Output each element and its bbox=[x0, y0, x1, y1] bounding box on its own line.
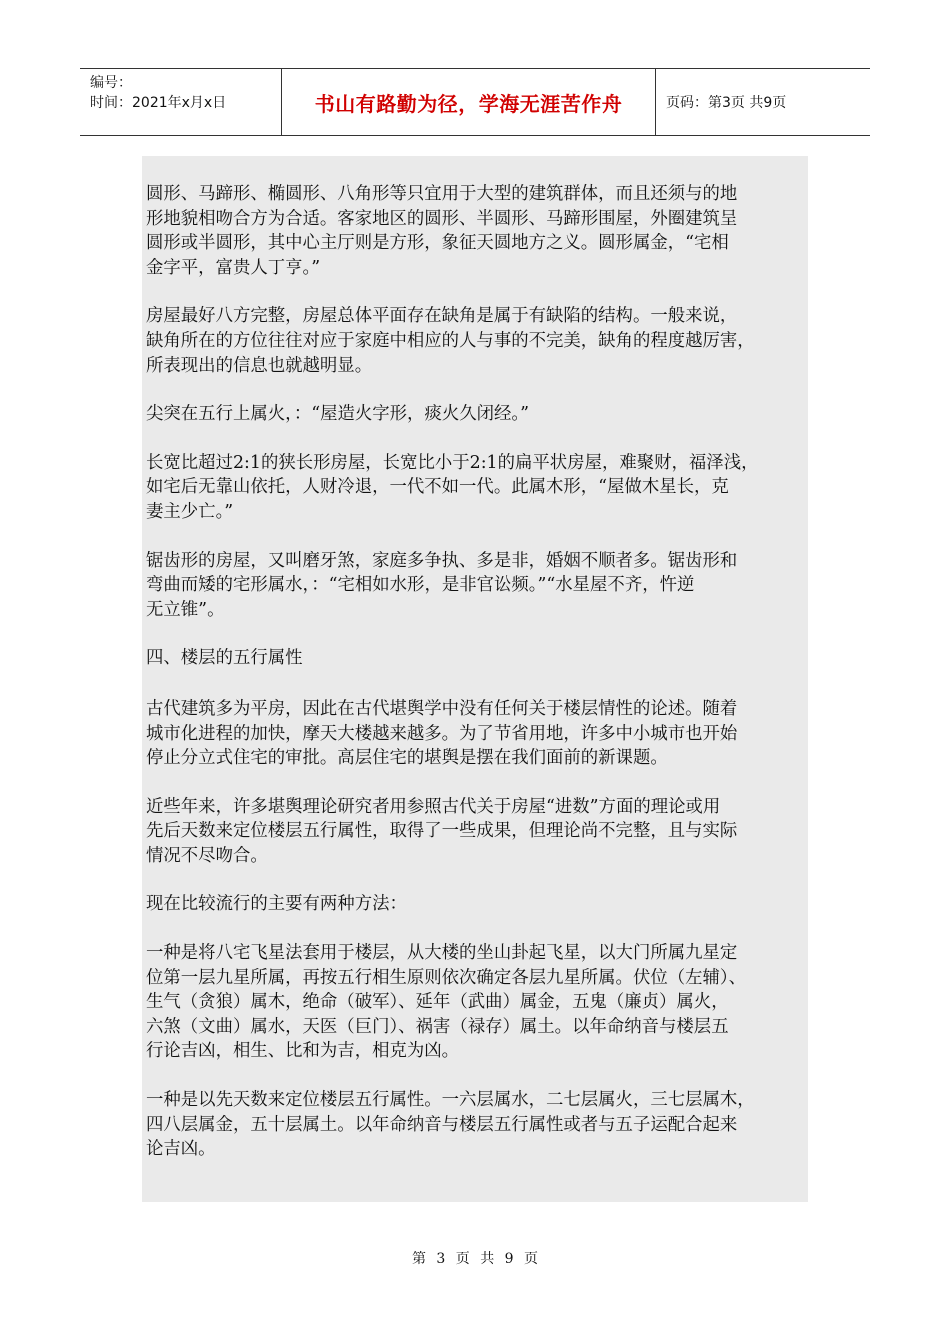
document-date-label: 时间：2021年x月x日 bbox=[90, 95, 227, 111]
paragraph: 房屋最好八方完整，房屋总体平面存在缺角是属于有缺陷的结构。一般来说， 缺角所在的方位往往对应于家庭中相应的人与事的不完美，缺角的程度越厉害， 所表现出的信息也就越明显。 bbox=[146, 306, 755, 376]
page-footer: 第 3 页 共 9 页 bbox=[411, 1251, 539, 1267]
document-body bbox=[142, 156, 808, 1202]
header-meta bbox=[80, 69, 282, 135]
section-heading: 四、楼层的五行属性 bbox=[146, 648, 303, 669]
paragraph: 近些年来，许多堪舆理论研究者用参照古代关于房屋“进数”方面的理论或用 先后天数来定位楼层五行属性，取得了一些成果，但理论尚不完整，且与实际 情况不尽吻合。 bbox=[146, 796, 738, 866]
paragraph: 尖突在五行上属火，：“屋造火字形，痰火久闭经。” bbox=[146, 404, 529, 425]
page-header bbox=[80, 68, 870, 136]
paragraph: 锯齿形的房屋，又叫磨牙煞，家庭多争执、多是非，婚姻不顺者多。锯齿形和 弯曲而矮的宅形属水，：“宅相如水形，是非官讼频。”“水星屋不齐，忤逆 无立锥”。 bbox=[146, 550, 738, 620]
document-number-label: 编号： bbox=[90, 75, 132, 91]
header-page-info: 页码：第3页 共9页 bbox=[666, 95, 787, 111]
paragraph: 现在比较流行的主要有两种方法： bbox=[146, 894, 407, 915]
paragraph: 一种是以先天数来定位楼层五行属性。一六层属水，二七层属火，三七层属木， 四八层属金，五十层属土。以年命纳音与楼层五行属性或者与五子运配合起来 论吉凶。 bbox=[146, 1090, 755, 1160]
header-motto: 书山有路勤为径，学海无涯苦作舟 bbox=[282, 69, 656, 135]
paragraph: 长宽比超过2:1的狭长形房屋，长宽比小于2:1的扁平状房屋，难聚财，福泽浅， 如宅后无靠山依托，人财冷退，一代不如一代。此属木形，“屋做木星长，克 妻主少亡。” bbox=[146, 452, 759, 522]
paragraph: 圆形、马蹄形、椭圆形、八角形等只宜用于大型的建筑群体，而且还须与的地 形地貌相吻合方为合适。客家地区的圆形、半圆形、马蹄形围屋，外圈建筑呈 圆形或半圆形，其中心主厅则是方形，象征天圆地方之义。圆形属金，“宅相 金字平，富贵人丁亨。” bbox=[146, 184, 738, 278]
paragraph: 一种是将八宅飞星法套用于楼层，从大楼的坐山卦起飞星，以大门所属九星定 位第一层九星所属，再按五行相生原则依次确定各层九星所属。伏位（左辅）、 生气（贪狼）属木，绝命（破军）、延年（武曲）属金，五鬼（廉贞）属火， 六煞（文曲）属水，天医（巨门）、祸害（禄存）属土。以年命纳音与楼层五 行论吉凶，相生、比和为吉，相克为凶。 bbox=[146, 943, 746, 1062]
paragraph: 古代建筑多为平房，因此在古代堪舆学中没有任何关于楼层情性的论述。随着 城市化进程的加快，摩天大楼越来越多。为了节省用地，许多中小城市也开始 停止分立式住宅的审批。高层住宅的堪舆是摆在我们面前的新课题。 bbox=[146, 698, 738, 769]
